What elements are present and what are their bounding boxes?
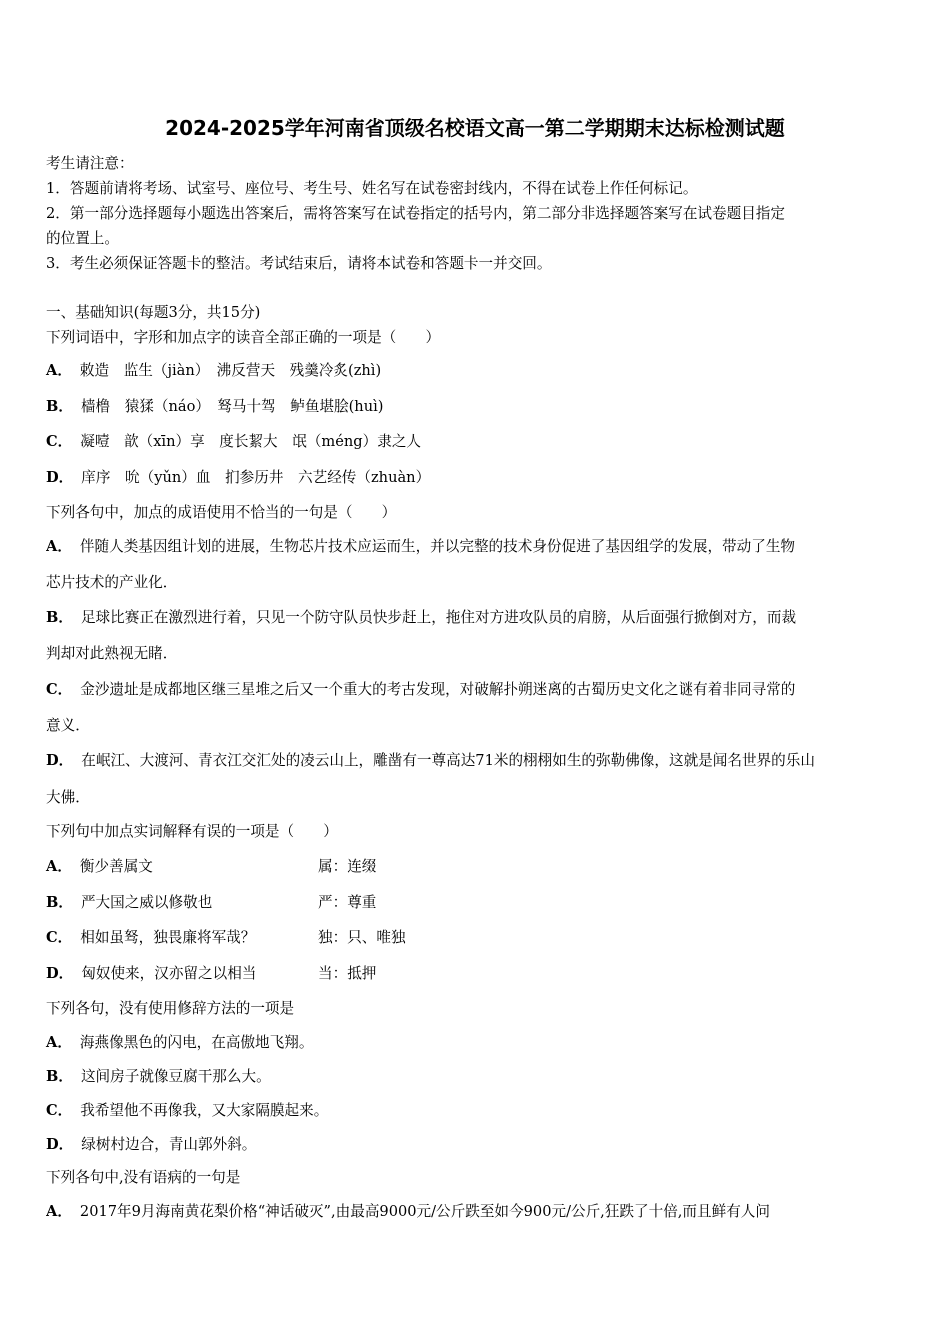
- option-text: 樯橹 猿猱（náo） 驽马十驾 鲈鱼堪脍(huì): [80, 398, 384, 415]
- q5-stem: 下列各句中,没有语病的一句是: [46, 1169, 241, 1186]
- option-label: D．: [46, 469, 74, 486]
- option-label: A．: [46, 1203, 72, 1220]
- option-text: 伴随人类基因组计划的进展，生物芯片技术应运而生，并以完整的技术身份促进了基因组学的发展，带动了生物: [79, 538, 796, 555]
- option-label: B．: [46, 1068, 73, 1085]
- option-label: D．: [46, 1136, 74, 1153]
- q2-option-b-line-1: [46, 606, 904, 627]
- q5-option-a-line-1: [46, 1200, 904, 1221]
- option-label: C．: [46, 681, 73, 698]
- option-text: 衡少善属文: [79, 858, 153, 875]
- option-label: A．: [46, 538, 72, 555]
- option-text: 凝噎 歆（xīn）享 度长絜大 氓（méng）隶之人: [80, 433, 422, 450]
- q3-option-c: [46, 926, 255, 947]
- option-text: 绿树村边合，青山郭外斜。: [81, 1136, 257, 1153]
- q1-option-b: [46, 395, 383, 416]
- option-text: 2017年9月海南黄花梨价格“神话破灭”,由最高9000元/公斤跌至如今900元/公斤,狂跌了十倍,而且鲜有人问: [79, 1203, 770, 1220]
- option-text: 匈奴使来，汉亦留之以相当: [81, 965, 257, 982]
- option-text: 金沙遗址是成都地区继三星堆之后又一个重大的考古发现，对破解扑朔迷离的古蜀历史文化之谜有着非同寻常的: [80, 681, 796, 698]
- option-label: D．: [46, 752, 74, 769]
- notice-item-2-line-1: 2．第一部分选择题每小题选出答案后，需将答案写在试卷指定的括号内，第二部分非选择题答案写在试卷题目指定: [46, 205, 785, 222]
- option-text: 敕造 监生（jiàn） 沸反营天 残羹冷炙(zhì): [79, 362, 382, 379]
- option-text: 海燕像黑色的闪电，在高傲地飞翔。: [79, 1034, 314, 1051]
- notice-item-1: 1．答题前请将考场、试室号、座位号、考生号、姓名写在试卷密封线内，不得在试卷上作任何标记。: [46, 180, 698, 197]
- q3-option-b-gloss: 严：尊重: [318, 894, 377, 911]
- option-text: 在岷江、大渡河、青衣江交汇处的凌云山上，雕凿有一尊高达71米的栩栩如生的弥勒佛像，这就是闻名世界的乐山: [81, 752, 815, 769]
- q3-option-d-gloss: 当：抵押: [318, 965, 377, 982]
- q2-option-d-line-1: [46, 749, 904, 770]
- option-label: B．: [46, 398, 73, 415]
- q3-option-d: [46, 962, 256, 983]
- q2-option-a-line-2: 芯片技术的产业化．: [46, 574, 178, 591]
- q1-option-d: [46, 466, 430, 487]
- q4-option-a: [46, 1031, 313, 1052]
- option-text: 严大国之威以修敬也: [80, 894, 213, 911]
- q2-option-d-line-2: 大佛．: [46, 789, 90, 806]
- q3-option-a-gloss: 属：连缀: [318, 858, 377, 875]
- q1-stem: 下列词语中，字形和加点字的读音全部正确的一项是（ ）: [46, 329, 441, 346]
- option-label: A．: [46, 362, 72, 379]
- q4-stem: 下列各句，没有使用修辞方法的一项是: [46, 1000, 295, 1017]
- q4-option-c: [46, 1099, 328, 1120]
- q1-option-c: [46, 430, 421, 451]
- q4-option-d: [46, 1133, 256, 1154]
- option-text: 这间房子就像豆腐干那么大。: [80, 1068, 271, 1085]
- notice-item-3: 3．考生必须保证答题卡的整洁。考试结束后，请将本试卷和答题卡一并交回。: [46, 255, 552, 272]
- option-label: C．: [46, 929, 73, 946]
- option-text: 庠序 吮（yǔn）血 扪参历井 六艺经传（zhuàn）: [81, 469, 431, 486]
- option-label: D．: [46, 965, 74, 982]
- option-text: 相如虽驽，独畏廉将军哉？: [80, 929, 256, 946]
- section-1-heading: 一、基础知识(每题3分，共15分): [46, 304, 261, 321]
- q3-option-a: [46, 855, 153, 876]
- page-title: 2024-2025学年河南省顶级名校语文高一第二学期期末达标检测试题: [165, 116, 785, 140]
- q2-option-c-line-2: 意义．: [46, 717, 90, 734]
- q3-option-b: [46, 891, 212, 912]
- option-label: B．: [46, 609, 73, 626]
- option-label: A．: [46, 858, 72, 875]
- q3-option-c-gloss: 独：只、唯独: [318, 929, 406, 946]
- q1-option-a: [46, 359, 381, 380]
- q2-option-b-line-2: 判却对此熟视无睹．: [46, 645, 178, 662]
- notice-heading: 考生请注意：: [46, 155, 134, 172]
- option-text: 我希望他不再像我，又大家隔膜起来。: [80, 1102, 329, 1119]
- q2-stem: 下列各句中，加点的成语使用不恰当的一句是（ ）: [46, 504, 397, 521]
- option-label: C．: [46, 433, 73, 450]
- option-text: 足球比赛正在激烈进行着，只见一个防守队员快步赶上，拖住对方进攻队员的肩膀，从后面强行掀倒对方，而裁: [80, 609, 797, 626]
- q3-stem: 下列句中加点实词解释有误的一项是（ ）: [46, 823, 338, 840]
- q4-option-b: [46, 1065, 271, 1086]
- option-label: C．: [46, 1102, 73, 1119]
- q2-option-c-line-1: [46, 678, 904, 699]
- q2-option-a-line-1: [46, 535, 904, 556]
- option-label: A．: [46, 1034, 72, 1051]
- notice-item-2-line-2: 的位置上。: [46, 230, 119, 247]
- option-label: B．: [46, 894, 73, 911]
